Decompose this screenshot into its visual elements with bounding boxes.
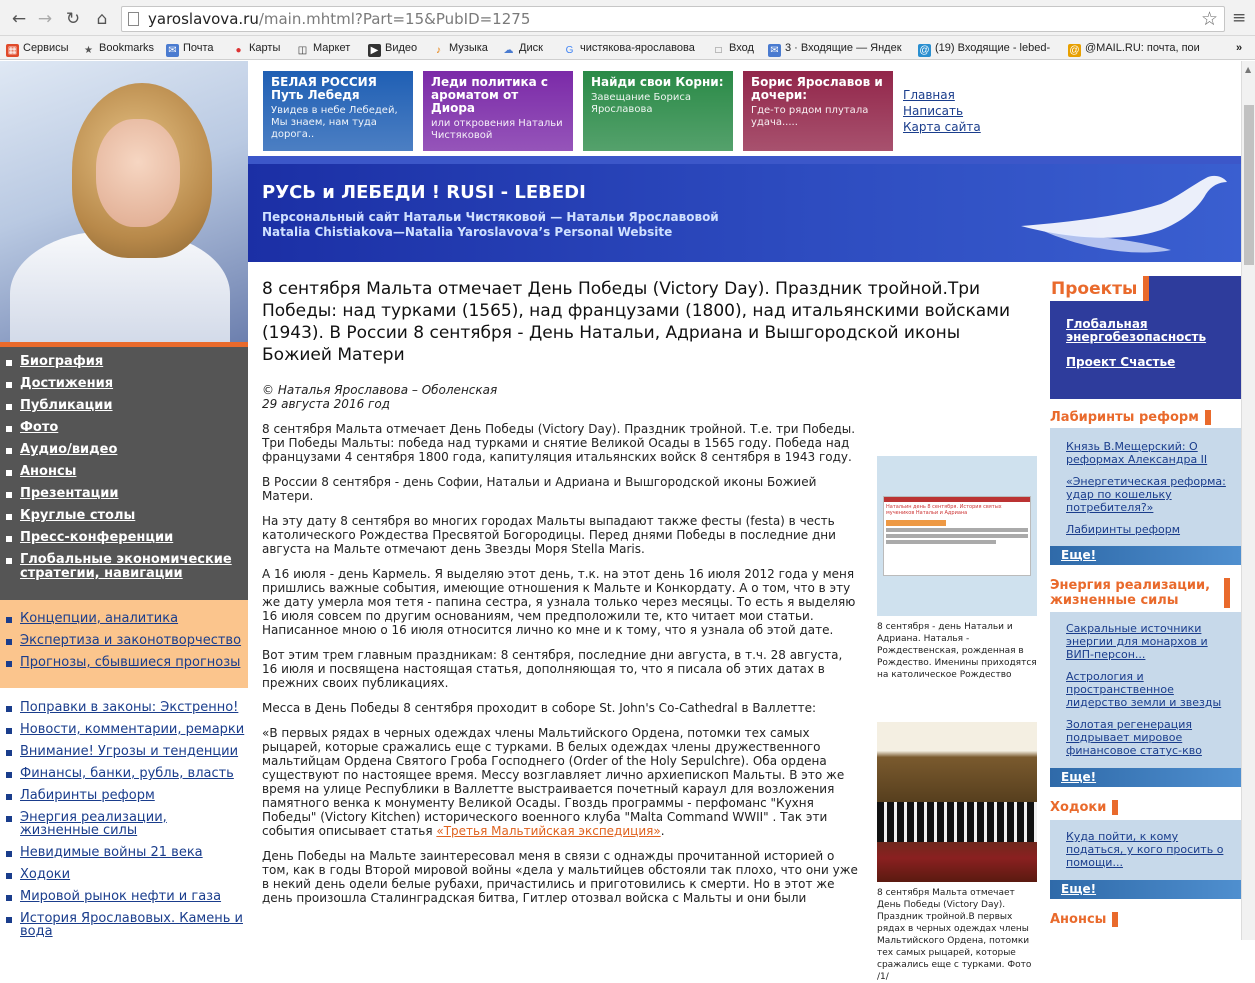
bookmark-item[interactable]: @ (19) Входящие - lebed- [919, 42, 1051, 56]
banner-title: РУСЬ и ЛЕБЕДИ ! RUSI - LEBEDI [262, 182, 586, 203]
sidebar-link[interactable]: Новости, комментарии, ремарки [0, 723, 248, 736]
section-link[interactable]: «Энергетическая реформа: удар по кошельку потребителя?» [1066, 475, 1226, 514]
section-title: Ходоки [1050, 800, 1118, 815]
page-icon: □ [715, 45, 722, 56]
bookmark-item[interactable]: ◫ Маркет [297, 42, 351, 56]
bookmark-item[interactable]: ✉ Почта [166, 40, 214, 56]
video-icon: ▶ [368, 44, 381, 57]
tile-title: Борис Ярославов и дочери: [751, 75, 883, 102]
site-banner [248, 164, 1241, 262]
section-box [1050, 612, 1241, 768]
tile-text: Завещание Бориса Ярославова [591, 92, 691, 115]
paragraph: В России 8 сентября - день Софии, Натальи и Адриана и Вышгородской иконы Божией Матери. [262, 475, 817, 503]
mail-icon: ✉ [166, 44, 179, 57]
more-button[interactable]: Еще! [1050, 880, 1241, 899]
cart-icon: ◫ [297, 45, 308, 56]
paragraph: 8 сентября Мальта отмечает День Победы (Victory Day). Праздник тройной. Т.е. три Победы. Три Победы Мальты: победа над турками и снятие Великой Осады в 1565 году. Победа над французами 4 сентября 1800 года, капитуляция итальянских войск 8 сентября в 1943 году. [262, 422, 856, 464]
bookmark-item[interactable]: ☁ Диск [503, 42, 543, 56]
bookmark-item[interactable]: ▶ Видео [368, 40, 417, 56]
bookmark-item[interactable]: ♪ Музыка [432, 40, 488, 56]
article [248, 262, 1040, 982]
menu-icon[interactable]: ≡ [1232, 8, 1247, 28]
more-button[interactable]: Еще! [1050, 768, 1241, 787]
sidebar-link[interactable]: Публикации [0, 399, 248, 413]
promo-tile[interactable] [743, 71, 893, 151]
scrollbar-thumb[interactable] [1244, 105, 1254, 265]
sidebar-link[interactable]: Аудио/видео [0, 443, 248, 457]
tile-title: БЕЛАЯ РОССИЯ Путь Лебедя [271, 75, 377, 102]
sidebar-link[interactable]: Экспертиза и законотворчество [0, 634, 248, 648]
paragraph: Месса в День Победы 8 сентября проходит в соборе St. John's Co-Cathedral в Валлетте: [262, 701, 817, 715]
star-icon: ★ [84, 45, 93, 56]
figure-1 [877, 456, 1037, 681]
tile-title: Леди политика с ароматом от Диора [431, 75, 549, 115]
paragraph: На эту дату 8 сентября во многих городах Мальты выпадают также фесты (festa) в честь католического Рождества Пресвятой Богородицы. Перед днями Победы в последние дни августа на Мальте отмечают день Звезды Моря Stella Maris. [262, 514, 836, 556]
project-link[interactable]: Глобальная энергобезопасность [1066, 317, 1207, 344]
paragraph: Вот этим трем главным праздникам: 8 сентября, последние дни августа, в т.ч. 28 августа, 16 июля и посвящена настоящая статья, дополняющая то, что я писала об этих датах в прежних своих публикациях. [262, 648, 843, 690]
figure-2 [877, 722, 1037, 983]
sidebar-link[interactable]: Мировой рынок нефти и газа [0, 890, 248, 903]
author-photo [0, 61, 248, 343]
sidebar-link[interactable]: Достижения [0, 377, 248, 391]
more-button[interactable]: Еще! [1050, 546, 1241, 565]
scrollbar[interactable] [1241, 61, 1255, 940]
disk-icon: ☁ [503, 45, 514, 56]
promo-tile[interactable] [583, 71, 733, 151]
article-body [262, 422, 858, 916]
forward-icon[interactable]: → [37, 9, 53, 29]
section-title: Энергия реализации, жизненные силы [1050, 578, 1230, 608]
sidebar-link[interactable]: Энергия реализации, жизненные силы [0, 811, 248, 837]
link-home[interactable]: Главная [903, 88, 955, 102]
sidebar-link[interactable]: Концепции, аналитика [0, 612, 248, 626]
sidebar-link[interactable]: Презентации [0, 487, 248, 501]
figure-1-image[interactable]: Натальин день 8 сентября. История святых мучеников Натальи и Адриана [877, 456, 1037, 616]
more-bookmarks-icon[interactable]: » [1236, 42, 1243, 54]
browser-toolbar [0, 0, 1255, 36]
section-link[interactable]: Куда пойти, к кому податься, у кого просить о помощи... [1066, 830, 1224, 869]
article-byline: © Наталья Ярославова – Оболенская 29 августа 2016 год [262, 383, 498, 411]
section-link[interactable]: Золотая регенерация подрывает мировое финансовое статус-кво [1066, 718, 1202, 757]
bookmark-item[interactable]: @ @MAIL.RU: почта, пои [1069, 42, 1200, 56]
at-icon: @ [919, 45, 930, 56]
google-icon: G [565, 45, 574, 56]
sidebar-link[interactable]: Круглые столы [0, 509, 248, 523]
sidebar-link[interactable]: Пресс-конференции [0, 531, 248, 545]
link-write[interactable]: Написать [903, 104, 964, 118]
sidebar-link[interactable]: Финансы, банки, рубль, власть [0, 767, 248, 780]
sidebar-menu-main [0, 347, 248, 600]
web-page [0, 61, 1255, 982]
sidebar-link[interactable]: Фото [0, 421, 248, 435]
projects-box [1050, 276, 1241, 399]
url-path: /main.mhtml?Part=15&PubID=1275 [258, 10, 531, 28]
sidebar-link[interactable]: История Ярославовых. Камень и вода [0, 912, 248, 938]
paragraph: А 16 июля - день Кармель. Я выделяю этот день, т.к. на этот день 16 июля 2012 года у меня пришлись важные события, имеющие отношения к Мальте и Конкордату. А о том, что в эту же дату умерла моя тетя - папина сестра, я узнала только через месяцы. То есть я выделяю 16 июля совсем по другим основаниям, чем предположили те, кто читает мои статьи. Написанное мною о 16 июля относится лично ко мне и к тому, что я узнала об этой дате. [262, 567, 856, 637]
url-host: yaroslavova.ru [148, 10, 259, 28]
link-sitemap[interactable]: Карта сайта [903, 120, 981, 134]
figure-1-caption: 8 сентября - день Натальи и Адриана. Наталья - Рождественская, рожденная в Рождество. Именины приходятся на католическое Рождество [877, 622, 1037, 680]
sidebar-link[interactable]: Анонсы [0, 465, 248, 479]
sidebar-link[interactable]: Ходоки [0, 868, 248, 881]
apps-icon: ▦ [7, 45, 18, 56]
paragraph: День Победы на Мальте заинтересовал меня в связи с однажды прочитанной историей о том, как в годы Второй мировой войны «дела у мальтийцев обстояли так плохо, что они уже в некий день одели белые рубахи, причастились и приготовились к смерти. Но в этот же день произошла Сталинградская битва, Гитлер отозвал войска с Мальты и они были [262, 849, 858, 905]
sidebar-menu-analytics [0, 600, 248, 688]
reload-icon[interactable]: ↻ [65, 9, 81, 29]
bookmark-item[interactable]: ★ Bookmarks [82, 40, 154, 56]
projects-title: Проекты [1050, 276, 1149, 301]
expedition-link[interactable]: «Третья Мальтийская экспедиция» [436, 824, 661, 838]
top-tiles [248, 61, 1241, 164]
section-box [1050, 820, 1241, 880]
home-icon[interactable]: ⌂ [96, 9, 108, 29]
scroll-up-icon: ▲ [1245, 65, 1252, 74]
article-title: 8 сентября Мальта отмечает День Победы (Victory Day). Праздник тройной.Три Победы: над турками (1565), над французами (1800), над итальянскими войсками (1943). В России 8 сентября - День Натальи, Адриана и Вышгородской иконы Божией Матери [262, 279, 1011, 365]
section-link[interactable]: Князь В.Мещерский: О реформах Александра II [1066, 440, 1208, 466]
sidebar-link[interactable]: Поправки в законы: Экстренно! [0, 701, 248, 714]
tile-title: Найди свои Корни: [591, 75, 724, 89]
project-link[interactable]: Проект Счастье [1066, 355, 1176, 369]
sidebar-menu-topics [0, 688, 248, 940]
sidebar-link[interactable]: Внимание! Угрозы и тенденции [0, 745, 248, 758]
section-box [1050, 428, 1241, 546]
bookmarks-bar [0, 36, 1255, 60]
page-icon [128, 12, 139, 26]
sidebar-link[interactable]: Биография [0, 355, 248, 369]
swan-icon [1001, 164, 1241, 262]
address-bar[interactable] [121, 6, 1225, 32]
at-icon: @ [1069, 45, 1080, 56]
section-title: Анонсы [1050, 912, 1118, 927]
tile-text: Где-то рядом плутала удача..... [751, 105, 869, 128]
promo-tile[interactable] [423, 71, 573, 151]
bookmark-item[interactable]: ✉ 3 · Входящие — Яндек [768, 40, 906, 56]
sidebar-link[interactable]: Глобальные экономические стратегии, навигации [0, 553, 248, 581]
tile-text: Увидев в небе Лебедей, Мы знаем, нам туда дорога.. [271, 105, 398, 140]
promo-tile[interactable] [263, 71, 413, 151]
music-icon: ♪ [436, 45, 441, 56]
tile-text: или откровения Натальи Чистяковой [431, 118, 563, 141]
back-icon[interactable]: ← [11, 9, 27, 29]
banner-edge [248, 156, 1241, 164]
sidebar-link[interactable]: Невидимые войны 21 века [0, 846, 248, 859]
sidebar-link[interactable]: Лабиринты реформ [0, 789, 248, 802]
map-pin-icon: ● [235, 45, 242, 56]
right-sidebar [1040, 262, 1241, 940]
top-links [903, 87, 981, 135]
bookmark-item[interactable]: ▦ Сервисы [7, 42, 69, 56]
section-link[interactable]: Лабиринты реформ [1066, 523, 1181, 536]
bookmark-item[interactable]: ● Карты [232, 40, 280, 56]
bookmark-item[interactable]: G чистякова-ярославова [563, 40, 701, 56]
figure-2-image[interactable] [877, 722, 1037, 882]
section-link[interactable]: Сакральные источники энергии для монархов и ВИП-персон... [1066, 622, 1208, 661]
quote-paragraph: «В первых рядах в черных одеждах члены Мальтийского Ордена, потомки тех самых рыцарей, которые сражались еще с турками. В белых одеждах члены дружественного мальтийцам Ордена Святого Гроба Господнего (Order of the Holy Sepulchre). Оба ордена существуют по настоящее время. Мессу возглавляет лично архиепископ Мальты. В это же время на улице Республики в Валлетте выстраивается почетный караул для возложения памятного венка к монументу Великой Осады. Гвоздь программы - перфоманс "Кухня Победы" (Victory Kitchen) исторического военного клуба "Malta Command WWII" . Так эти события описывает статья «Третья Мальтийская экспедиция». [262, 726, 845, 838]
bookmark-star-icon[interactable]: ☆ [1200, 8, 1218, 30]
figure-2-caption: 8 сентября Мальта отмечает День Победы (Victory Day). Праздник тройной.В первых рядах в черных одеждах члены Мальтийского Ордена, потомки тех самых рыцарей, которые сражались еще с турками. Фото /1/ [877, 888, 1032, 982]
sidebar-link[interactable]: Прогнозы, сбывшиеся прогнозы [0, 656, 248, 670]
mail-icon: ✉ [768, 44, 781, 57]
banner-subtitle: Персональный сайт Натальи Чистяковой — Натальи Ярославовой Natalia Chistiakova—Natalia Yaroslavova’s Personal Website [262, 210, 719, 239]
bookmark-item[interactable]: □ Вход [712, 40, 754, 56]
section-title: Лабиринты реформ [1050, 410, 1211, 425]
section-link[interactable]: Астрология и пространственное лидерство земли и звезды [1066, 670, 1222, 709]
